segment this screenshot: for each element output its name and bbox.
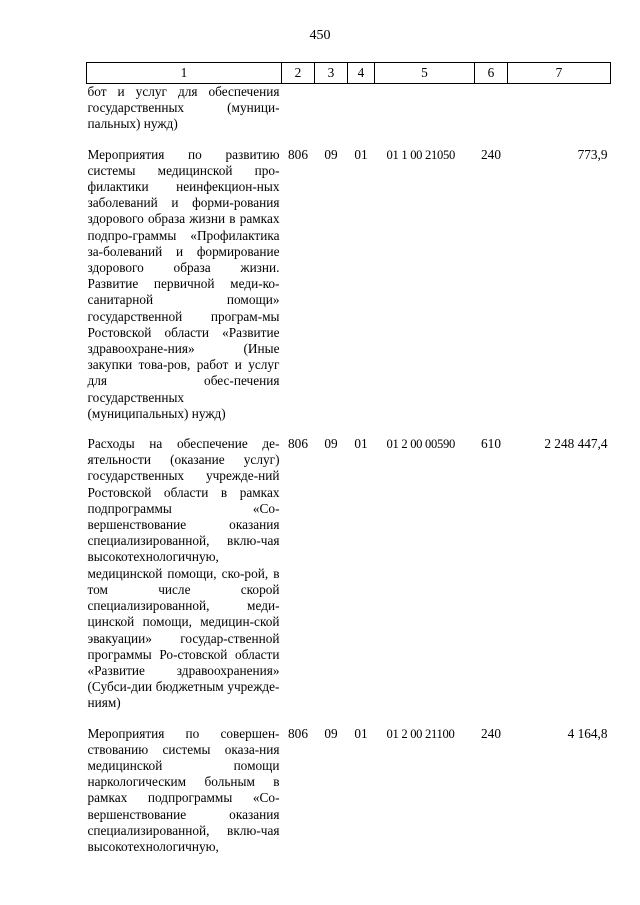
row-section-code: 09 bbox=[324, 146, 338, 162]
row-target-article: 01 2 00 00590 bbox=[386, 437, 456, 452]
row-amount: 4 164,8 bbox=[567, 725, 608, 741]
row-amount: 2 248 447,4 bbox=[544, 436, 608, 452]
column-header-1: 1 bbox=[87, 63, 282, 84]
column-header-2: 2 bbox=[282, 63, 315, 84]
row-description: бот и услуг для обеспечения государственных (муници-пальных) нужд) bbox=[87, 84, 280, 132]
row-ministry-code: 806 bbox=[288, 436, 308, 452]
row-subsection-code: 01 bbox=[354, 436, 368, 452]
row-amount: 773,9 bbox=[577, 146, 608, 162]
table-row-continuation bbox=[87, 84, 611, 133]
table-row bbox=[87, 147, 611, 422]
table-header-row bbox=[87, 63, 611, 84]
row-section-code: 09 bbox=[324, 725, 338, 741]
column-header-5: 5 bbox=[375, 63, 475, 84]
row-subsection-code: 01 bbox=[354, 146, 368, 162]
row-description: Мероприятия по совершен-ствованию системы оказа-ния медицинской помощи наркологическим больным в рамках подпрограммы «Со-вершенствование оказания специализированной, вклю-чая высокотехнологичную, bbox=[87, 725, 280, 854]
table-row bbox=[87, 726, 611, 856]
table-row bbox=[87, 436, 611, 711]
column-header-6: 6 bbox=[475, 63, 508, 84]
row-description: Расходы на обеспечение де-ятельности (оказание услуг) государственных учрежде-ний Ростовской области в рамках подпрограммы «Со-вершенствование оказания специализированной, вклю-чая высокотехнологичную, медицинской помощи, ско-рой, в том числе скорой специализированной, меди-цинской помощи, медицин-ской эвакуации» государ-ственной программы Ро-стовской области «Развитие здравоохранения» (Субси-дии бюджетным учрежде-ниям) bbox=[87, 436, 280, 711]
column-header-3: 3 bbox=[315, 63, 348, 84]
row-subsection-code: 01 bbox=[354, 725, 368, 741]
budget-table bbox=[86, 62, 611, 855]
row-description: Мероприятия по развитию системы медицинской про-филактики неинфекцион-ных заболеваний и форми-рования здорового образа жизни в рамках подпро-граммы «Профилактика за-болеваний и формирование здорового образа жизни. Развитие первичной меди-ко-санитарной помощи» государственной програм-мы Ростовской области «Развитие здравоохране-ния» (Иные закупки това-ров, работ и услуг для обес-печения государственных (муниципальных) нужд) bbox=[87, 146, 280, 421]
row-ministry-code: 806 bbox=[288, 725, 308, 741]
row-expense-type: 240 bbox=[481, 146, 501, 162]
page-number: 450 bbox=[309, 28, 331, 43]
row-target-article: 01 1 00 21050 bbox=[386, 147, 456, 162]
row-expense-type: 610 bbox=[481, 436, 501, 452]
column-header-7: 7 bbox=[508, 63, 611, 84]
row-target-article: 01 2 00 21100 bbox=[386, 726, 455, 741]
column-header-4: 4 bbox=[348, 63, 375, 84]
row-section-code: 09 bbox=[324, 436, 338, 452]
row-expense-type: 240 bbox=[481, 725, 501, 741]
row-ministry-code: 806 bbox=[288, 146, 308, 162]
